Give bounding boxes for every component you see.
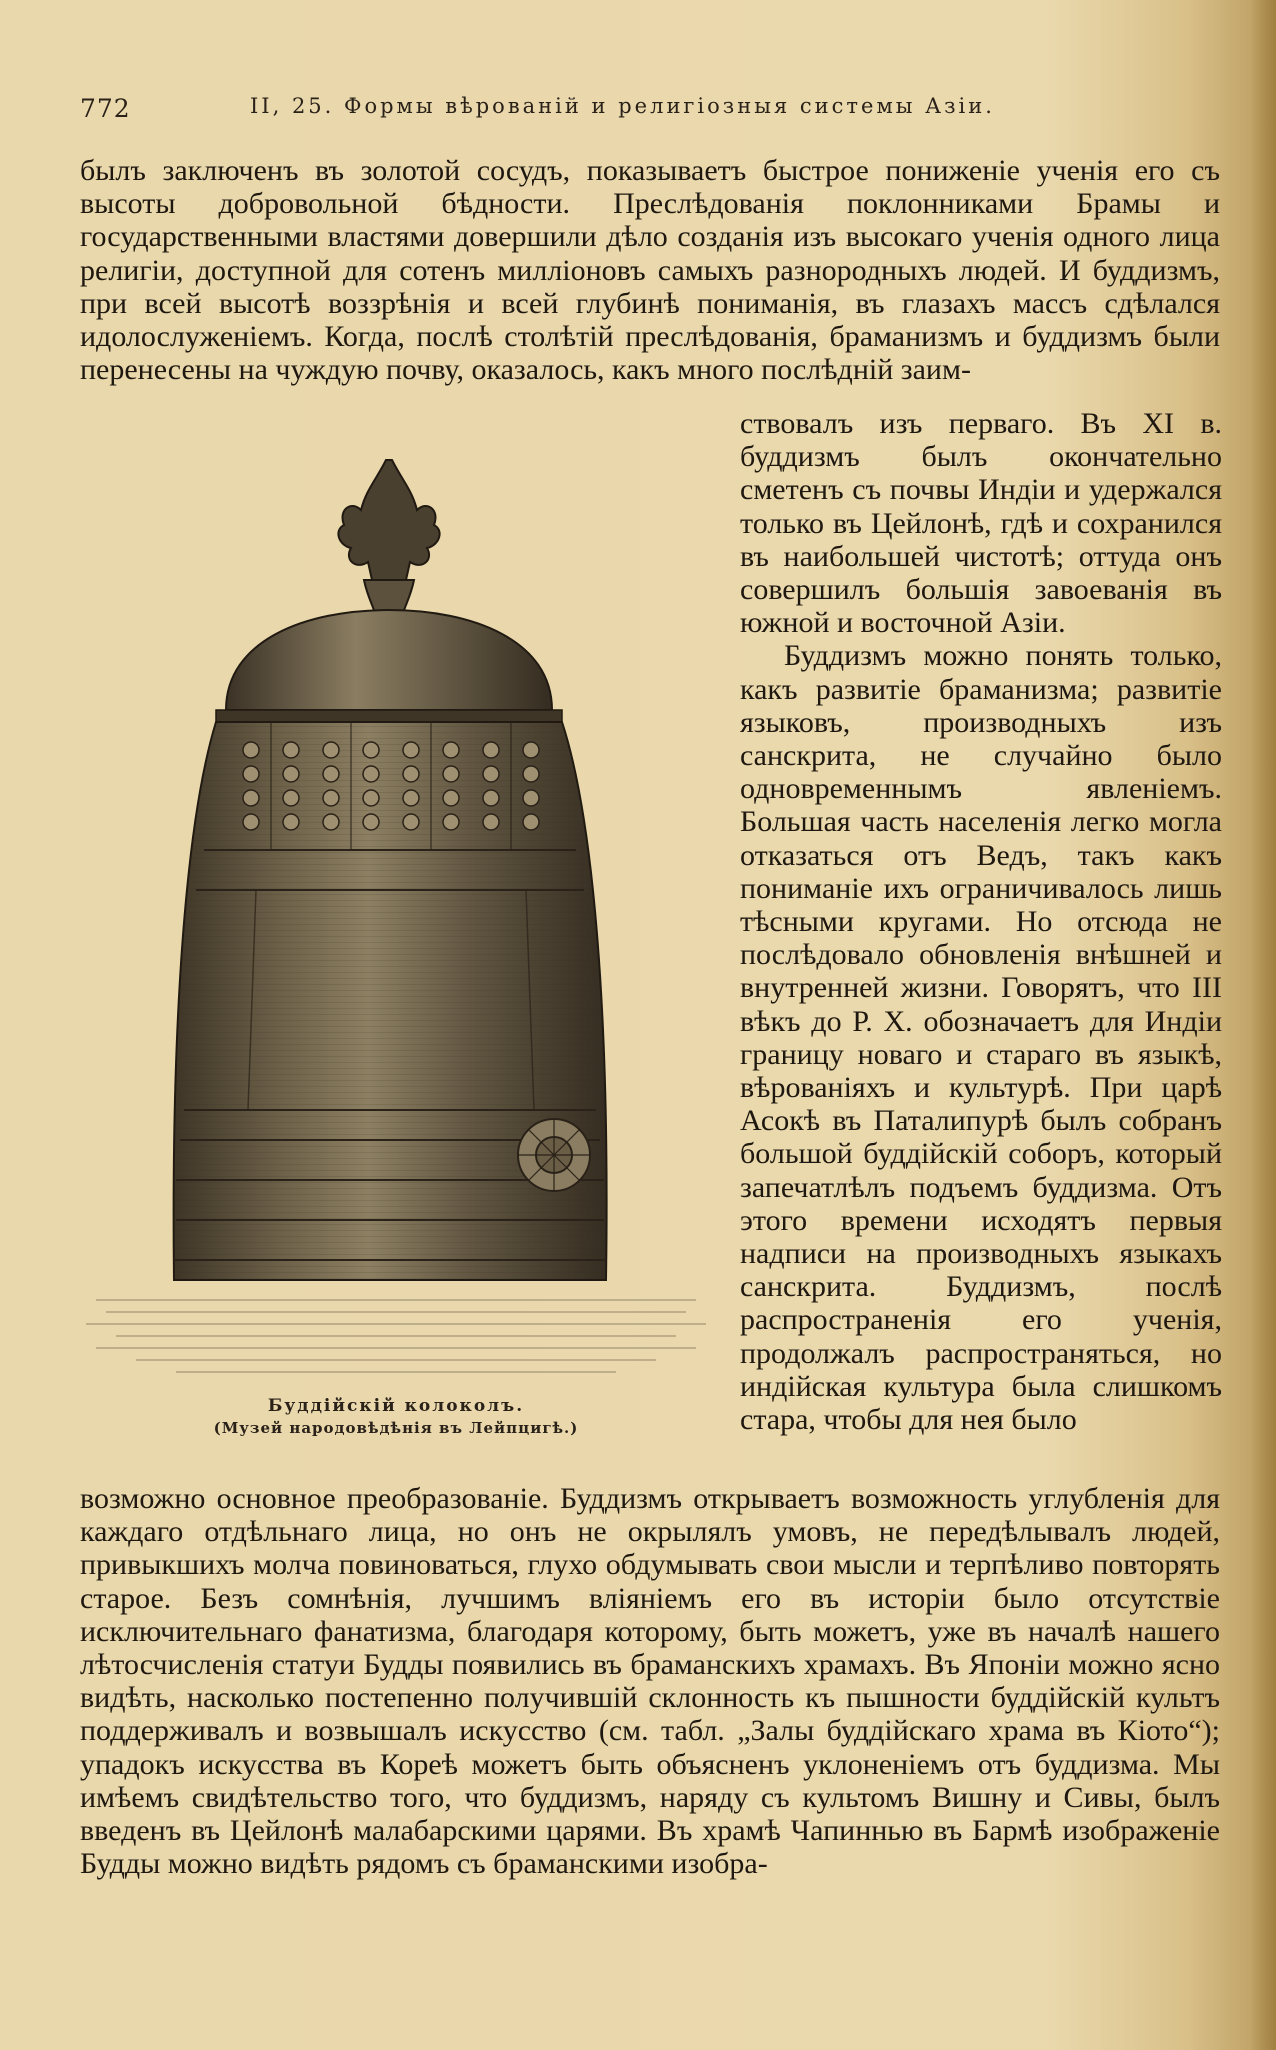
body-text-bottom	[80, 1482, 1220, 1880]
page-number: 772	[80, 94, 131, 123]
paragraph-right-1: ствовалъ изъ перваго. Въ XI в. буддизмъ былъ окончательно сметенъ съ почвы Индіи и удержался только въ Цейлонѣ, гдѣ и сохранился въ наибольшей чистотѣ; оттуда онъ совершилъ большія завоеванія въ южной и восточной Азіи.	[740, 407, 1222, 640]
bell-illustration	[76, 420, 716, 1410]
caption-source: (Музей народовѣдѣнія въ Лейпцигѣ.)	[213, 1419, 579, 1437]
page-header	[80, 92, 1220, 132]
page-edge-shadow	[1250, 0, 1276, 2050]
figure-caption	[76, 1395, 716, 1439]
running-head: II, 25. Формы вѣрованій и религіозныя системы Азіи.	[250, 94, 995, 118]
bell-engraving	[76, 420, 716, 1410]
body-text-top	[80, 154, 1220, 386]
paragraph-right-2: Буддизмъ можно понять только, какъ развитіе браманизма; развитіе языковъ, производныхъ изъ санскрита, не случайно было одновременнымъ явленіемъ. Большая часть населенія легко могла отказаться отъ Ведъ, такъ какъ пониманіе ихъ ограничивалось лишь тѣсными кругами. Но отсюда не послѣдовало обновленія внѣшней и внутренней жизни. Говорятъ, что III вѣкъ до Р. Х. обозначаетъ для Индіи границу новаго и стараго въ языкѣ, вѣрованіяхъ и культурѣ. При царѣ Асокѣ въ Паталипурѣ былъ собранъ большой буддійскій соборъ, который запечатлѣлъ подъемъ буддизма. Отъ этого времени исходятъ первыя надписи на производныхъ языкахъ санскрита. Буддизмъ, послѣ распространенія его ученія, продолжалъ распространяться, но индійская культура была слишкомъ стара, чтобы для нея было	[740, 639, 1222, 1437]
body-text-right-column	[740, 407, 1222, 1436]
paragraph-bottom: возможно основное преобразованіе. Буддизмъ открываетъ возможность углубленія для каждаго отдѣльнаго лица, но онъ не окрылялъ умовъ, не передѣлывалъ людей, привыкшихъ молча повиноваться, глухо обдумывать свои мысли и терпѣливо повторять старое. Безъ сомнѣнія, лучшимъ вліяніемъ его въ исторіи было отсутствіе исключительнаго фанатизма, благодаря которому, быть можетъ, уже въ началѣ нашего лѣтосчисленія статуи Будды появились въ браманскихъ храмахъ. Въ Японіи можно ясно видѣть, насколько постепенно получившій склонность къ пышности буддійскій культъ поддерживалъ и возвышалъ искусство (см. табл. „Залы буддійскаго храма въ Кіото“); упадокъ искусства въ Кореѣ можетъ быть объясненъ уклоненіемъ отъ буддизма. Мы имѣемъ свидѣтельство того, что буддизмъ, наряду съ культомъ Вишну и Сивы, былъ введенъ въ Цейлонѣ малабарскими царями. Въ храмѣ Чапиннью въ Бармѣ изображеніе Будды можно видѣть рядомъ съ браманскими изобра-	[80, 1482, 1220, 1881]
paragraph-top: былъ заключенъ въ золотой сосудъ, показываетъ быстрое пониженіе ученія его съ высоты добровольной бѣдности. Преслѣдованія поклонниками Брамы и государственными властями довершили дѣло созданія изъ высокаго ученія одного лица религіи, доступной для сотенъ милліоновъ самыхъ разнородныхъ людей. И буддизмъ, при всей высотѣ воззрѣнія и всей глубинѣ пониманія, въ глазахъ массъ сдѣлался идолослуженіемъ. Когда, послѣ столѣтій преслѣдованія, браманизмъ и буддизмъ были перенесены на чуждую почву, оказалось, какъ много послѣдній заим-	[80, 154, 1220, 387]
caption-title: Буддійскій колоколъ.	[267, 1396, 525, 1416]
